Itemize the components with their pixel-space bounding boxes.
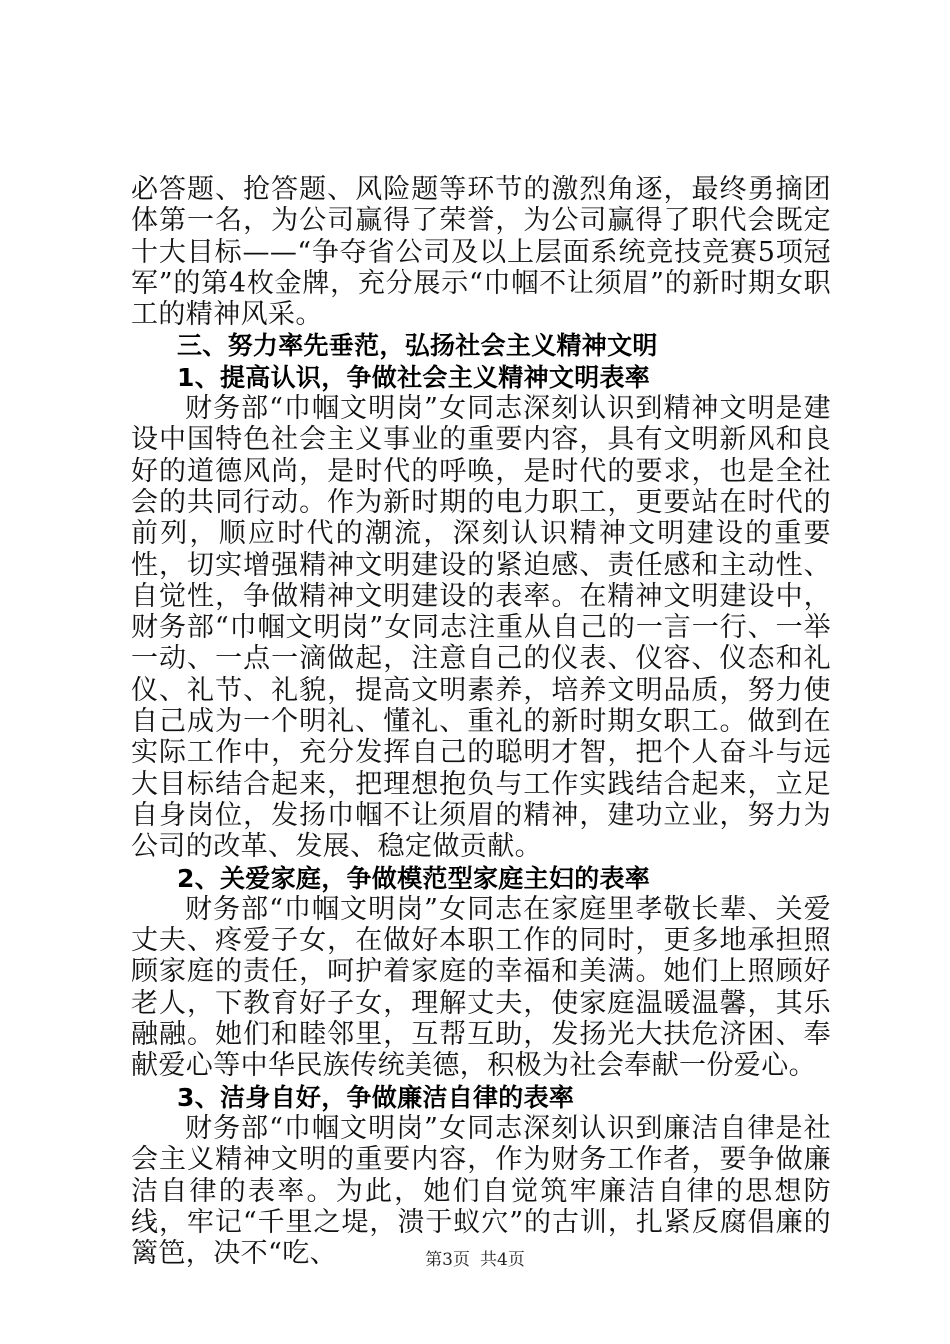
page-footer	[0, 1245, 950, 1270]
document-body	[131, 174, 831, 1269]
section-heading: 三、努力率先垂范，弘扬社会主义精神文明	[177, 331, 658, 361]
page-total: 共4页	[480, 1250, 525, 1270]
subsection-heading: 3、洁身自好，争做廉洁自律的表率	[177, 1082, 575, 1112]
body-paragraph: 财务部“巾帼文明岗”女同志在家庭里孝敬长辈、关爱丈夫、疼爱子女，在做好本职工作的同时，更多地承担照顾家庭的责任，呵护着家庭的幸福和美满。她们上照顾好老人，下教育好子女，理解丈夫，使家庭温暖温馨，其乐融融。她们和睦邻里，互帮互助，发扬光大扶危济困、奉献爱心等中华民族传统美德，积极为社会奉献一份爱心。	[131, 893, 831, 1082]
body-paragraph: 财务部“巾帼文明岗”女同志深刻认识到精神文明是建设中国特色社会主义事业的重要内容，具有文明新风和良好的道德风尚，是时代的呼唤，是时代的要求，也是全社会的共同行动。作为新时期的电力职工，更要站在时代的前列，顺应时代的潮流，深刻认识精神文明建设的重要性，切实增强精神文明建设的紧迫感、责任感和主动性、自觉性，争做精神文明建设的表率。在精神文明建设中，财务部“巾帼文明岗”女同志注重从自己的一言一行、一举一动、一点一滴做起，注意自己的仪表、仪容、仪态和礼仪、礼节、礼貌，提高文明素养，培养文明品质，努力使自己成为一个明礼、懂礼、重礼的新时期女职工。做到在实际工作中，充分发挥自己的聪明才智，把个人奋斗与远大目标结合起来，把理想抱负与工作实践结合起来，立足自身岗位，发扬巾帼不让须眉的精神，建功立业，努力为公司的改革、发展、稳定做贡献。	[131, 393, 831, 863]
body-paragraph: 财务部“巾帼文明岗”女同志深刻认识到廉洁自律是社会主义精神文明的重要内容，作为财务工作者，要争做廉洁自律的表率。为此，她们自觉筑牢廉洁自律的思想防线，牢记“千里之堤，溃于蚁穴”的古训，扎紧反腐倡廉的篱笆，决不“吃、	[131, 1112, 831, 1270]
page-number: 第3页	[425, 1250, 470, 1270]
body-paragraph: 必答题、抢答题、风险题等环节的激烈角逐，最终勇摘团体第一名，为公司赢得了荣誉，为公司赢得了职代会既定十大目标——“争夺省公司及以上层面系统竞技竞赛5项冠军”的第4枚金牌，充分展示“巾帼不让须眉”的新时期女职工的精神风采。	[131, 174, 831, 331]
subsection-heading: 1、提高认识，争做社会主义精神文明表率	[177, 362, 651, 392]
subsection-heading: 2、关爱家庭，争做模范型家庭主妇的表率	[177, 863, 651, 893]
